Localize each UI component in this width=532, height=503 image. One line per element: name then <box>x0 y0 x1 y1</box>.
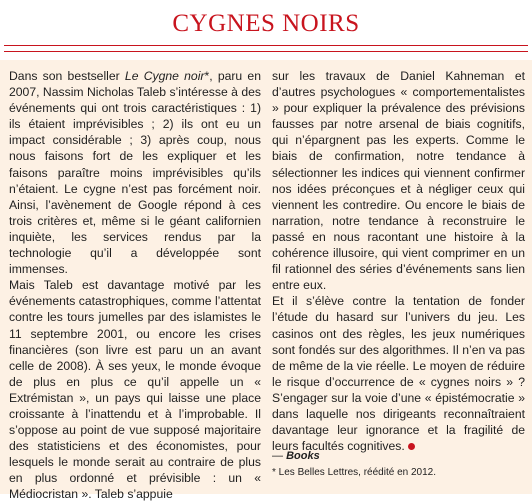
right-column <box>272 68 525 454</box>
title-rule-bottom <box>4 51 528 52</box>
footnote: * Les Belles Lettres, réédité en 2012. <box>272 467 436 478</box>
title-rule-top <box>4 45 528 46</box>
right-paragraph-2 <box>272 293 525 454</box>
right-paragraph-1: sur les travaux de Daniel Kahneman et d’autres psychologues « comportementalistes » pour expliquer la prévalence des prévisions fausses par notre arsenal de biais cognitifs, qui n’épargnent pas les experts. Comme le biais de confirmation, notre tendance à sélectionner les indices qui viennent confirmer nos idées préconçues et à négliger ceux qui viennent les contredire. Ou encore le biais de narration, notre tendance à reconstruire le passé en nous racontant une histoire à la cohérence illusoire, qui vient comprimer en un fil rationnel des séries d’événements sans lien entre eux. <box>272 69 525 293</box>
left-column <box>9 68 261 503</box>
p1-text-b: *, paru en 2007, Nassim Nicholas Taleb s’intéresse à des événements qui ont trois caractéristiques : 1) ils étaient imprévisibles ; 2) ils ont eu un impact considérable ; 3) après coup, nous nous faisons fort de les expliquer et les faisons paraître moins imprévisibles qu’ils n’étaient. Le cygne n’est pas forcément noir. Ainsi, l’avènement de Google répond à ces trois critères et, même si le géant californien inquiète, les services rendus par la technologie qu’il a développée sont immenses. <box>9 69 261 277</box>
source-dash: — <box>272 450 287 462</box>
p1-text-a: Dans son bestseller <box>9 69 125 83</box>
left-paragraph-2: Mais Taleb est davantage motivé par les événements catastrophiques, comme l’attentat contre les tours jumelles par des islamistes le 11 septembre 2001, ou encore les crises financières (son livre est paru un an avant celle de 2008). À ses yeux, le monde évoque de plus en plus ce qu’il appelle un « Extrémistan », un pays qui laisse une place croissante à l’inattendu et à l’improbable. Il s’oppose au point de vue supposé majoritaire des statisticiens et des économistes, pour lesquels le monde serait au contraire de plus en plus ordonné et prévisible : un « Médiocristan ». Taleb s’appuie <box>9 278 262 502</box>
source-label: Books <box>286 450 320 462</box>
book-title: Le Cygne noir <box>124 69 205 83</box>
right-paragraph-2-text: Et il s’élève contre la tentation de fonder l’étude du hasard sur l’univers du jeu. Les casinos ont des règles, les jeux numériques sont fondés sur des algorithmes. Il n’en va pas de même de la vie réelle. Le moyen de réduire le risque d’occurrence de « cygnes noirs » ? S’engager sur la voie d’une « épistémocratie » dans laquelle nos dirigeants reconnaîtraient davantage leur ignorance et la fragilité de leurs facultés cognitives. <box>272 294 525 454</box>
left-paragraph-1 <box>9 68 261 277</box>
article-title: CYGNES NOIRS <box>172 10 360 37</box>
source-line <box>272 450 525 462</box>
